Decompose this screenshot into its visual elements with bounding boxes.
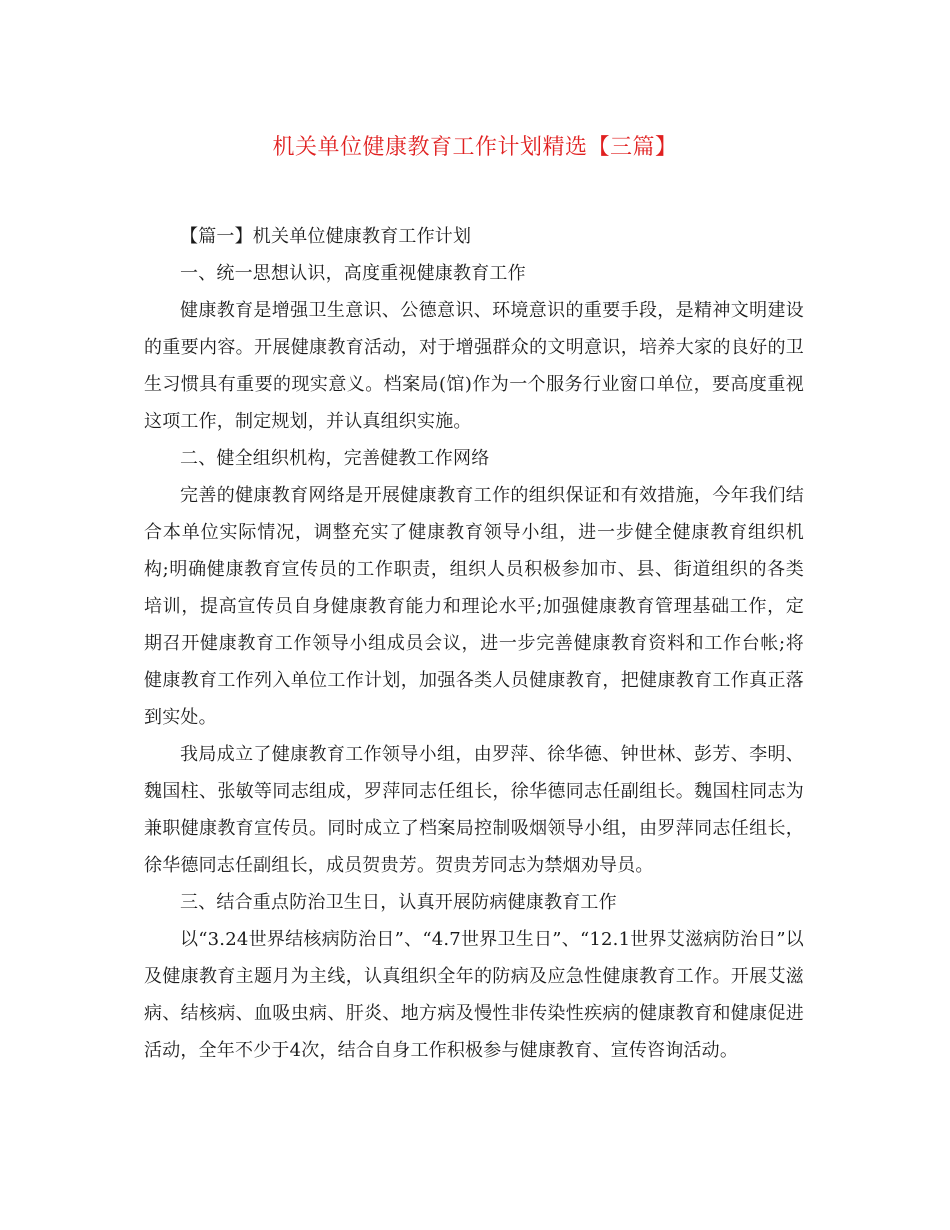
- paragraph: 完善的健康教育网络是开展健康教育工作的组织保证和有效措施，今年我们结合本单位实际情况，调整充实了健康教育领导小组，进一步健全健康教育组织机构;明确健康教育宣传员的工作职责，组织人员积极参加市、县、街道组织的各类培训，提高宣传员自身健康教育能力和理论水平;加强健康教育管理基础工作，定期召开健康教育工作领导小组成员会议，进一步完善健康教育资料和工作台帐;将健康教育工作列入单位工作计划，加强各类人员健康教育，把健康教育工作真正落到实处。: [144, 485, 804, 728]
- section-heading-1: 一、统一思想认识，高度重视健康教育工作: [180, 263, 526, 284]
- paragraph: 以“3.24世界结核病防治日”、“4.7世界卫生日”、“12.1世界艾滋病防治日”以及健康教育主题月为主线，认真组织全年的防病及应急性健康教育工作。开展艾滋病、结核病、血吸虫病、肝炎、地方病及慢性非传染性疾病的健康教育和健康促进活动，全年不少于4次，结合自身工作积极参与健康教育、宣传咨询活动。: [144, 929, 804, 1061]
- document-title: 机关单位健康教育工作计划精选【三篇】: [272, 135, 678, 160]
- section-heading-3: 三、结合重点防治卫生日，认真开展防病健康教育工作: [180, 892, 617, 913]
- paragraph: 健康教育是增强卫生意识、公德意识、环境意识的重要手段，是精神文明建设的重要内容。开展健康教育活动，对于增强群众的文明意识，培养大家的良好的卫生习惯具有重要的现实意义。档案局(馆)作为一个服务行业窗口单位，要高度重视这项工作，制定规划，并认真组织实施。: [144, 300, 804, 432]
- document-body: [144, 218, 804, 1069]
- section-heading-part-one: 【篇一】机关单位健康教育工作计划: [180, 226, 472, 247]
- section-heading-2: 二、健全组织机构，完善健教工作网络: [180, 448, 490, 469]
- paragraph: 我局成立了健康教育工作领导小组，由罗萍、徐华德、钟世林、彭芳、李明、魏国柱、张敏等同志组成，罗萍同志任组长，徐华德同志任副组长。魏国柱同志为兼职健康教育宣传员。同时成立了档案局控制吸烟领导小组，由罗萍同志任组长，徐华德同志任副组长，成员贺贵芳。贺贵芳同志为禁烟劝导员。: [144, 744, 804, 876]
